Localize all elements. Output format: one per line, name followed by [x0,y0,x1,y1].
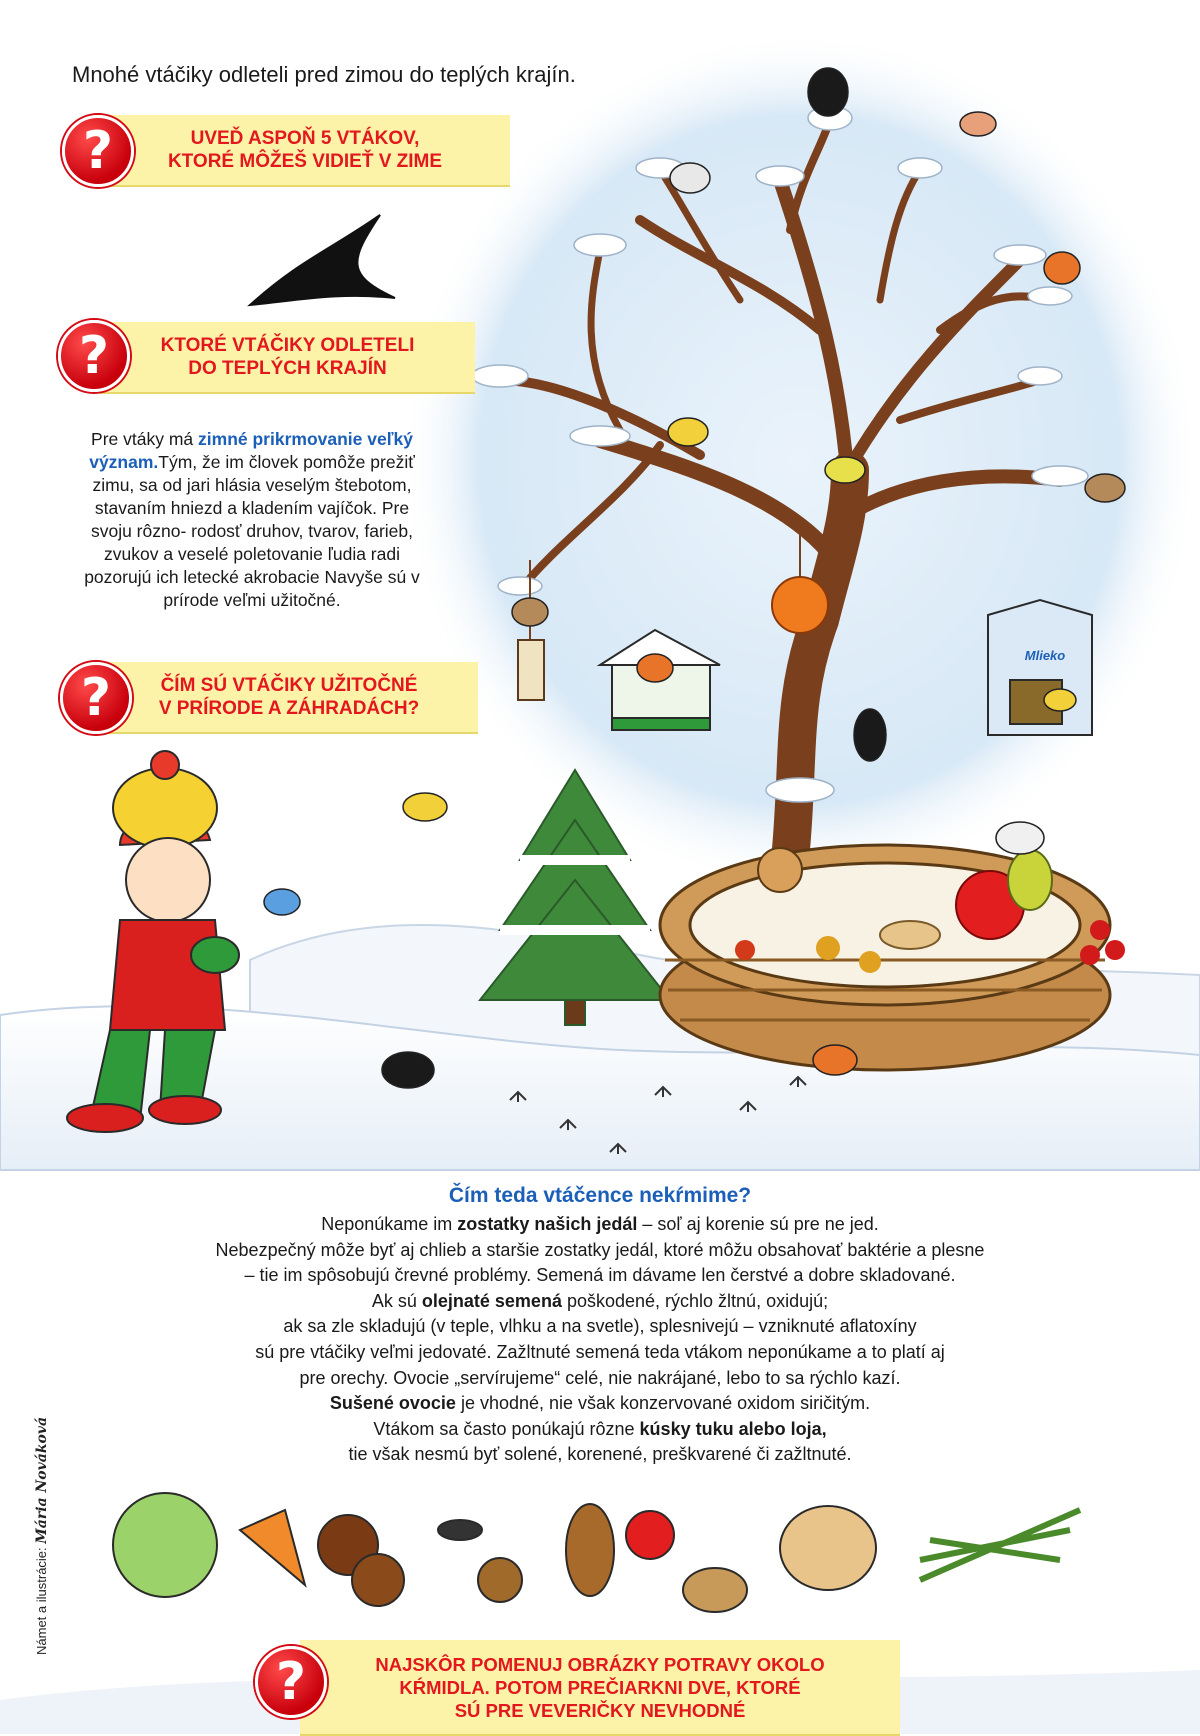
question-4-line-3: SÚ PRE VEVERIČKY NEVHODNÉ [454,1699,746,1721]
question-mark-icon: ? [62,115,134,187]
section-line-6: sú pre vtáčiky veľmi jedovaté. Zažltnuté semená teda vtákom neponúkame a to platí aj [255,1341,945,1362]
flying-magpie [250,215,395,305]
pine-cone [566,1504,614,1596]
tit-carton [1044,689,1076,711]
hanging-apple [772,577,828,633]
question-box-3 [100,662,478,734]
tit-top [670,163,710,193]
credit-prefix: Námet a ilustrácie: [34,1543,49,1655]
food-row [113,1493,1080,1612]
goldfinch [403,793,447,821]
section-line-8: Sušené ovocie je vhodné, nie však konzervované oxidom siričitým. [329,1393,871,1414]
robin [1044,252,1080,284]
sparrow [1085,474,1125,502]
section-title: Čím teda vtáčence nekŕmime? [448,1184,752,1207]
intro-text: Mnohé vtáčiky odleteli pred zimou do teplých krajín. [72,62,576,87]
section-line-5: ak sa zle skladujú (v teple, vlhku a na svetle), splesnivejú – vzniknuté aflatoxíny [283,1316,917,1337]
blackbird [808,68,848,116]
milk-carton-feeder [988,600,1092,735]
walnut [683,1568,747,1612]
seed-cake [780,1506,876,1590]
question-mark-icon: ? [255,1646,327,1718]
section-text [60,1212,1140,1468]
great-tit-1 [668,418,708,446]
credit-name: Mária Nováková [34,1416,50,1544]
question-mark-icon: ? [60,662,132,734]
section-line-9: Vtákom sa často ponúkajú rôzne kúsky tuku alebo loja, [373,1418,827,1439]
bullfinch-feeder [637,654,673,682]
millet-bundle [920,1510,1080,1580]
magpie-basket [996,822,1044,854]
feeding-importance-text [82,428,422,612]
section-line-4: Ak sú olejnaté semená poškodené, rýchlo žltnú, oxidujú; [371,1290,829,1311]
section-line-3: – tie im spôsobujú črevné problémy. Semená im dávame len čerstvé a dobre skladované. [244,1265,956,1286]
magpie-ground [382,1052,434,1088]
carrot [240,1510,305,1585]
section-line-1: Neponúkame im zostatky našich jedál – soľ aj korenie sú pre ne jed. [321,1214,879,1234]
question-4-line-2: KŔMIDLA. POTOM PREČIARKNI DVE, KTORÉ [399,1676,801,1698]
question-box-2 [100,322,475,394]
para1-rest: Tým, že im človek pomôže prežiť zimu, sa od jari hlásia veselým štebotom, stavaním hniezd a kladením vajíčok. Pre svoju rôzno- rodosť druhov, tvarov, farieb, zvukov a veselé poletovanie ľudia radi pozorujú ich letecké akrobacie Navyše sú v prírode veľmi užitočné. [84,452,420,610]
para1-pre: Pre vtáky má [91,429,199,449]
question-1-line-2: KTORÉ MÔŽEŠ VIDIEŤ V ZIME [167,151,443,172]
suet-block [518,640,544,700]
flying-bird [960,112,996,136]
section-line-2: Nebezpečný môže byť aj chlieb a staršie zostatky jedál, ktoré môžu obsahovať baktérie a plesne [215,1239,985,1260]
cabbage [113,1493,217,1597]
section-line-10: tie však nesmú byť solené, korenené, preškvarené či zažltnuté. [348,1444,852,1465]
question-2-line-2: DO TEPLÝCH KRAJÍN [188,358,387,379]
blue-tit [264,889,300,915]
question-1-line-1: UVEĎ ASPOŇ 5 VTÁKOV, [190,128,420,149]
milk-label: Mlieko [1024,648,1066,663]
para1-bold-2: veľký význam. [89,429,413,472]
author-credit [34,1417,50,1655]
section-line-7: pre orechy. Ovocie „servírujeme“ celé, nie nakrájané, lebo to sa rýchlo kazí. [299,1367,901,1388]
bullfinch-basket [813,1045,857,1075]
question-box-4 [300,1640,900,1736]
question-2-line-1: KTORÉ VTÁČIKY ODLETELI [160,335,415,356]
question-mark-icon: ? [58,320,130,392]
hazelnut [478,1558,522,1602]
apple [626,1511,674,1559]
question-box-1 [100,115,510,187]
sunflower-seeds [438,1520,482,1540]
sparrow-2 [512,598,548,626]
para1-bold-1: zimné prikrmovanie [198,429,363,449]
question-3-line-1: ČÍM SÚ VTÁČIKY UŽITOČNÉ [160,675,418,696]
question-4-line-1: NAJSKÔR POMENUJ OBRÁZKY POTRAVY OKOLO [375,1653,825,1675]
woodpecker [854,709,886,761]
question-3-line-2: V PRÍRODE A ZÁHRADÁCH? [158,698,420,719]
great-tit-2 [825,457,865,483]
chestnut-2 [352,1554,404,1606]
